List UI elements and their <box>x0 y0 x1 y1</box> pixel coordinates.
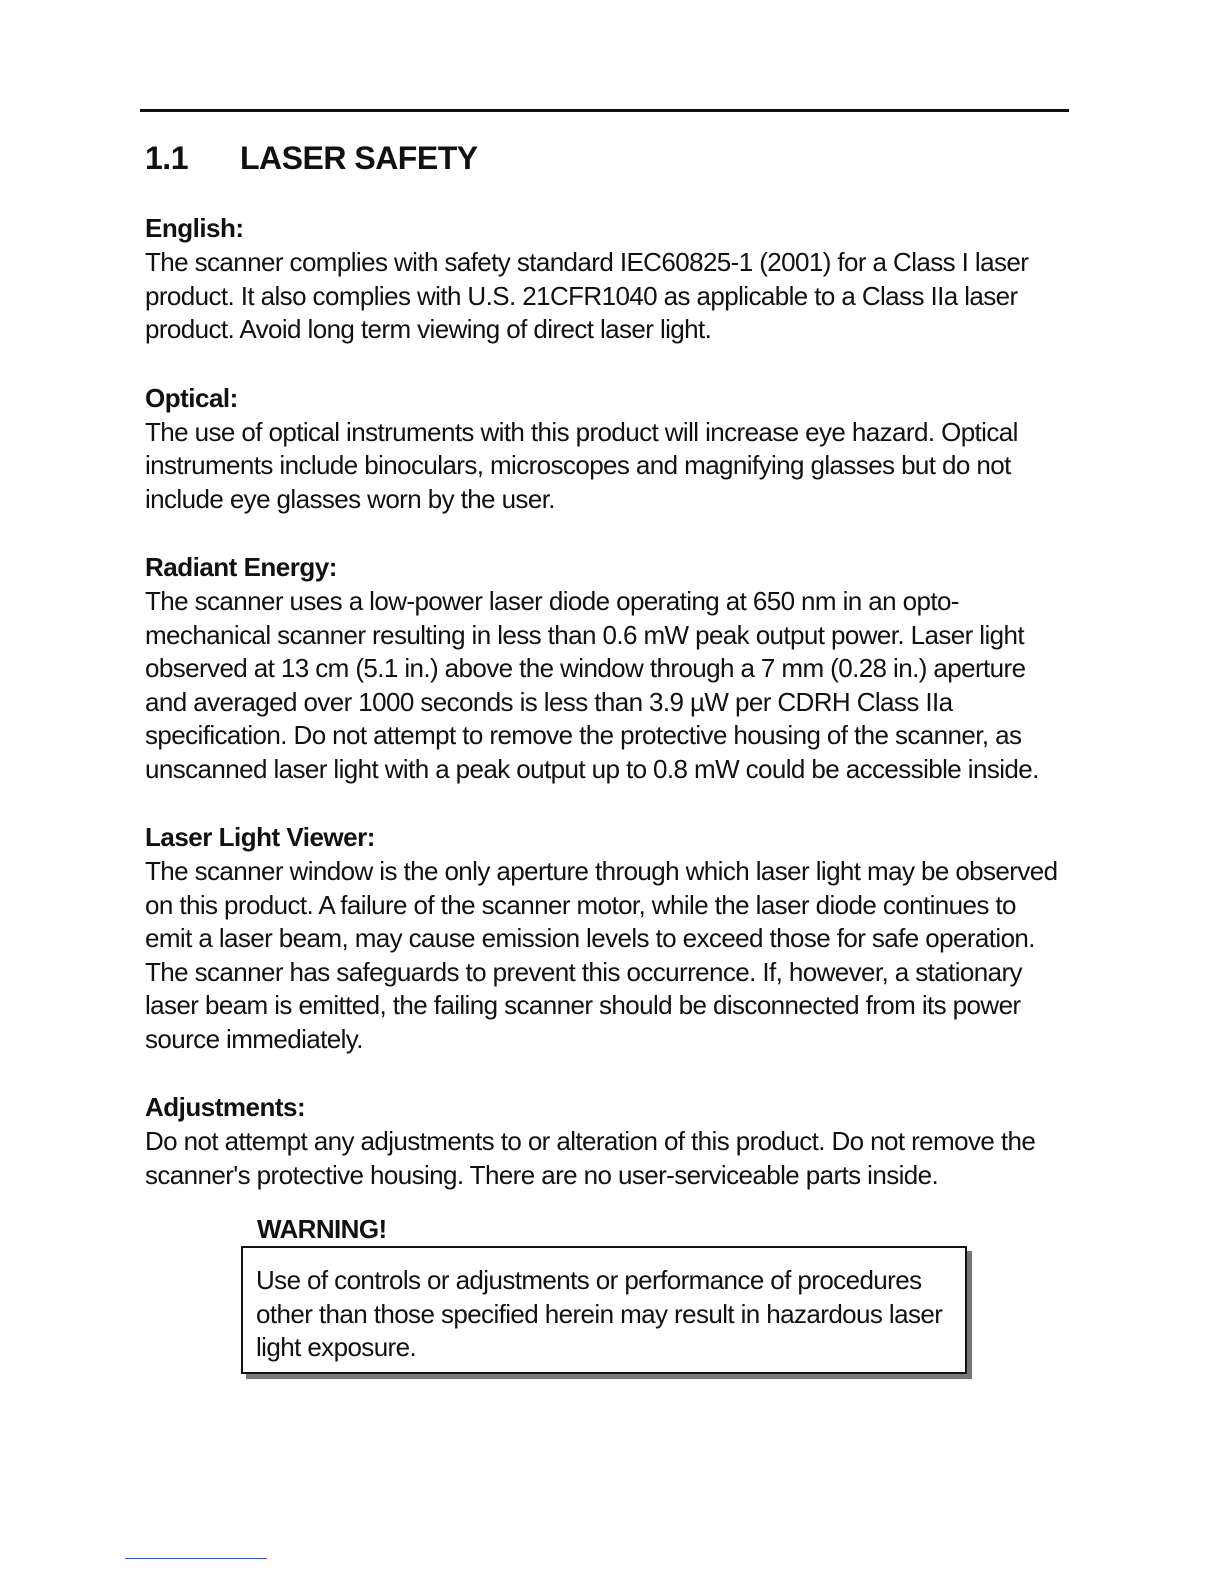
paragraph-line: The scanner uses a low-power laser diode operating at 650 nm in an opto- <box>145 586 959 616</box>
warning-line: other than those specified herein may result in hazardous laser <box>256 1298 943 1329</box>
section-heading: Laser Light Viewer: <box>145 822 375 852</box>
section-laser-light-viewer <box>145 819 1075 1056</box>
paragraph-line: on this product. A failure of the scanner motor, while the laser diode continues to <box>145 889 1016 920</box>
section-heading: English: <box>145 213 244 243</box>
paragraph-line: Do not attempt any adjustments to or alteration of this product. Do not remove the <box>145 1126 1036 1156</box>
paragraph-line: emit a laser beam, may cause emission levels to exceed those for safe operation. <box>145 923 1035 953</box>
footnote-rule <box>125 1558 267 1559</box>
warning-line: light exposure. <box>256 1332 417 1362</box>
top-rule <box>140 109 1069 112</box>
warning-line: Use of controls or adjustments or performance of procedures <box>256 1265 922 1295</box>
paragraph-line: instruments include binoculars, microscopes and magnifying glasses but do not <box>145 450 1011 480</box>
section-title-text: LASER SAFETY <box>240 140 478 176</box>
section-heading: Adjustments: <box>145 1092 306 1122</box>
paragraph-line: The scanner has safeguards to prevent this occurrence. If, however, a stationary <box>145 956 1022 987</box>
section-english <box>145 210 1075 347</box>
content <box>145 210 1075 1225</box>
paragraph-line: source immediately. <box>145 1023 363 1054</box>
paragraph-line: scanner's protective housing. There are no user-serviceable parts inside. <box>145 1159 939 1190</box>
section-number: 1.1 <box>145 140 188 176</box>
paragraph-line: product. Avoid long term viewing of direct laser light. <box>145 314 712 344</box>
warning-callout <box>241 1213 978 1374</box>
paragraph-line: unscanned laser light with a peak output up to 0.8 mW could be accessible inside. <box>145 753 1039 784</box>
section-adjustments <box>145 1089 1075 1192</box>
section-heading: Radiant Energy: <box>145 552 337 582</box>
warning-box <box>241 1246 967 1374</box>
paragraph-line: The use of optical instruments with this product will increase eye hazard. Optical <box>145 416 1018 447</box>
paragraph-line: laser beam is emitted, the failing scanner should be disconnected from its power <box>145 990 1021 1020</box>
section-heading: Optical: <box>145 382 238 413</box>
paragraph-line: and averaged over 1000 seconds is less than 3.9 µW per CDRH Class IIa <box>145 686 953 717</box>
paragraph-line: mechanical scanner resulting in less than 0.6 mW peak output power. Laser light <box>145 619 1024 650</box>
warning-label: WARNING! <box>257 1214 387 1244</box>
paragraph-line: specification. Do not attempt to remove the protective housing of the scanner, as <box>145 720 1022 750</box>
paragraph-line: observed at 13 cm (5.1 in.) above the window through a 7 mm (0.28 in.) aperture <box>145 653 1026 683</box>
section-radiant-energy <box>145 549 1075 786</box>
paragraph-line: include eye glasses worn by the user. <box>145 483 555 514</box>
section-optical <box>145 380 1075 517</box>
section-title <box>145 138 478 178</box>
paragraph-line: The scanner window is the only aperture through which laser light may be observed <box>145 856 1058 886</box>
paragraph-line: The scanner complies with safety standard IEC60825-1 (2001) for a Class I laser <box>145 247 1029 277</box>
paragraph-line: product. It also complies with U.S. 21CFR1040 as applicable to a Class IIa laser <box>145 280 1018 311</box>
